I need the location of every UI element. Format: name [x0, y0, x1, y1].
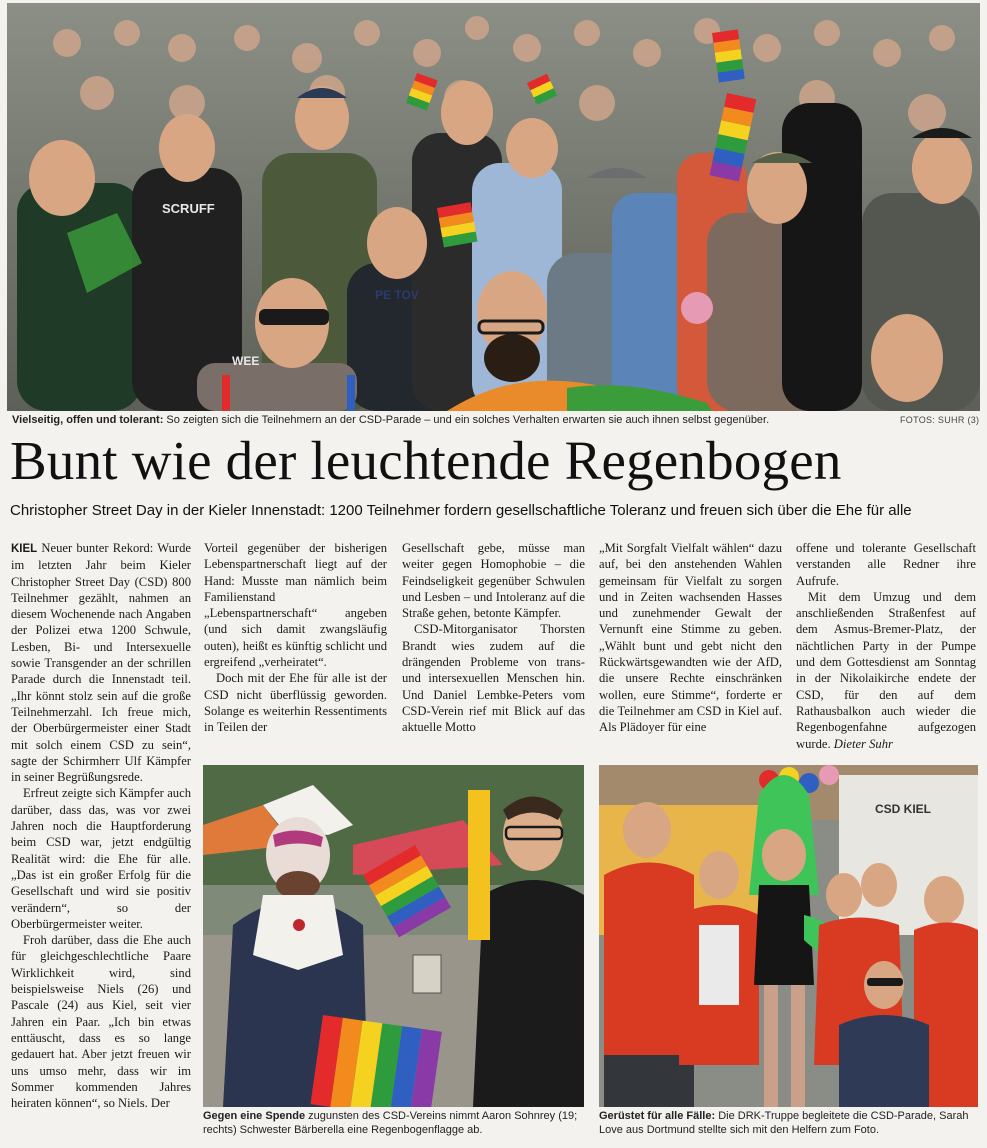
caption-lead: Gegen eine Spende [203, 1110, 306, 1122]
drk-team-caption [599, 1109, 978, 1137]
top-caption-lead: Vielseitig, offen und tolerant: [12, 414, 164, 426]
dateline: KIEL [11, 543, 38, 555]
article-paragraph: CSD-Mitorganisator Thorsten Brandt wies zudem auf die drängenden Probleme von trans- und intersexuellen Menschen hin. Und Daniel Lembke-Peters vom CSD-Verein rief mit Blick auf das aktuelle Motto [402, 622, 585, 735]
article-paragraph: Mit dem Umzug und dem anschließenden Straßenfest auf dem Asmus-Bremer-Platz, der nächtlichen Party in der Pumpe und dem Gottesdienst am Sonntag in der Nikolaikirche endete der CSD, für den auf dem Rathausbalkon auch wieder die Regenbogenfahne aufgezogen wurde. Dieter Suhr [796, 589, 976, 751]
shirt-text-pe-tov: PE TOV [375, 288, 419, 302]
article-column-5 [796, 540, 976, 758]
caption-lead: Gerüstet für alle Fälle: [599, 1110, 716, 1122]
photo-credit: FOTOS: SUHR (3) [900, 415, 980, 425]
author-byline: Dieter Suhr [833, 736, 893, 751]
drk-team-photo [599, 765, 978, 1107]
parade-crowd-photo [7, 3, 980, 411]
caption-text: zugunsten des CSD-Vereins nimmt Aaron Sohnrey (19; rechts) Schwester Bärberella eine Regenbogenflagge ab. [203, 1110, 578, 1136]
article-paragraph: KIEL Neuer bunter Rekord: Wurde im letzten Jahr beim Kieler Christopher Street Day (CSD) 800 Teilnehmer gezählt, nahmen an diesem Wochenende nach Angaben der Polizei etwa 1200 Schwule, Lesben, Bi- und Intersexuelle sowie Transgender an der schrillen Parade durch die Innenstadt teil. „Ihr könnt stolz sein auf die große Teilnehmerzahl. Ich freue mich, der Oberbürgermeister einer Stadt mit solch einem CSD zu sein“, sagte der Schirmherr Ulf Kämpfer in seiner Begrüßungsrede. [11, 541, 191, 785]
flag-donation-photo [203, 765, 584, 1107]
top-caption-text: So zeigten sich die Teilnehmern an der CSD-Parade – und ein solches Verhalten erwarten sie auch ihnen selbst gegenüber. [163, 414, 770, 426]
article-paragraph: Erfreut zeigte sich Kämpfer auch darüber, dass das, was vor zwei Jahren noch die Hauptforderung beim CSD war, jetzt endgültig Realität wird: die Ehe für alle. „Das ist ein großer Erfolg für die Gesellschaft und wird sie positiv verändern“, so der Oberbürgermeister weiter. [11, 786, 191, 931]
flag-donation-caption [203, 1109, 584, 1137]
shirt-text-wee: WEE [232, 354, 260, 368]
headline: Bunt wie der leuchtende Regenbogen [10, 430, 842, 491]
article-column-1 [11, 540, 191, 1140]
article-column-2 [204, 540, 387, 758]
article-paragraph: Gesellschaft gebe, müsse man weiter gegen Homophobie – die Feindseligkeit gegenüber Schwulen und Lesben – und Intoleranz auf die Straße gehen, betonte Kämpfer. [402, 541, 585, 621]
article-paragraph: Froh darüber, dass die Ehe auch für gleichgeschlechtliche Paare Wirklichkeit wird, sind beispielsweise Niels (26) und Pascale (24) aus Kiel, seit vier Jahren ein Paar. „Ich bin etwas enttäuscht, dass es so lange gedauert hat. Aber jetzt freuen wir uns umso mehr, dass wir im Sommer kommenden Jahres heiraten können“, so Niels. Der [11, 933, 191, 1111]
article-paragraph: „Mit Sorgfalt Vielfalt wählen“ dazu auf, bei den anstehenden Wahlen gemeinsam für Vielfalt zu sorgen und in Zeiten wachsenden Hasses und zunehmender Gewalt der Vernunft eine Stimme zu geben. „Wählt bunt und gebt nicht den Rückwärtsgewandten wie der AfD, die unsere Rechte einschränken wollen, eure Stimme“, forderte er die Teilnehmer am CSD in Kiel auf. Als Plädoyer für eine [599, 541, 782, 735]
shirt-text-scruff: SCRUFF [162, 201, 215, 216]
article-paragraph: Doch mit der Ehe für alle ist der CSD nicht überflüssig geworden. Solange es weiterhin Ressentiments in Teilen der [204, 671, 387, 735]
article-column-4 [599, 540, 782, 758]
article-column-3 [402, 540, 585, 758]
article-paragraph: offene und tolerante Gesellschaft verstanden alle Redner ihre Aufrufe. [796, 541, 976, 588]
truck-sign-text: CSD KIEL [875, 802, 932, 816]
article-paragraph: Vorteil gegenüber der bisherigen Lebenspartnerschaft liegt auf der Hand: Musste man nämlich beim Familienstand „Lebenspartnerschaft“ angeben (und sich damit zwangsläufig outen), heißt es künftig schlicht und ergreifend „verheiratet“. [204, 541, 387, 670]
subheadline: Christopher Street Day in der Kieler Innenstadt: 1200 Teilnehmer fordern gesellschaftliche Toleranz und freuen sich über die Ehe für alle [10, 502, 912, 519]
caption-text: Die DRK-Truppe begleitete die CSD-Parade, Sarah Love aus Dortmund stellte sich mit den Helfern zum Foto. [599, 1110, 969, 1136]
top-photo-caption [12, 413, 832, 427]
